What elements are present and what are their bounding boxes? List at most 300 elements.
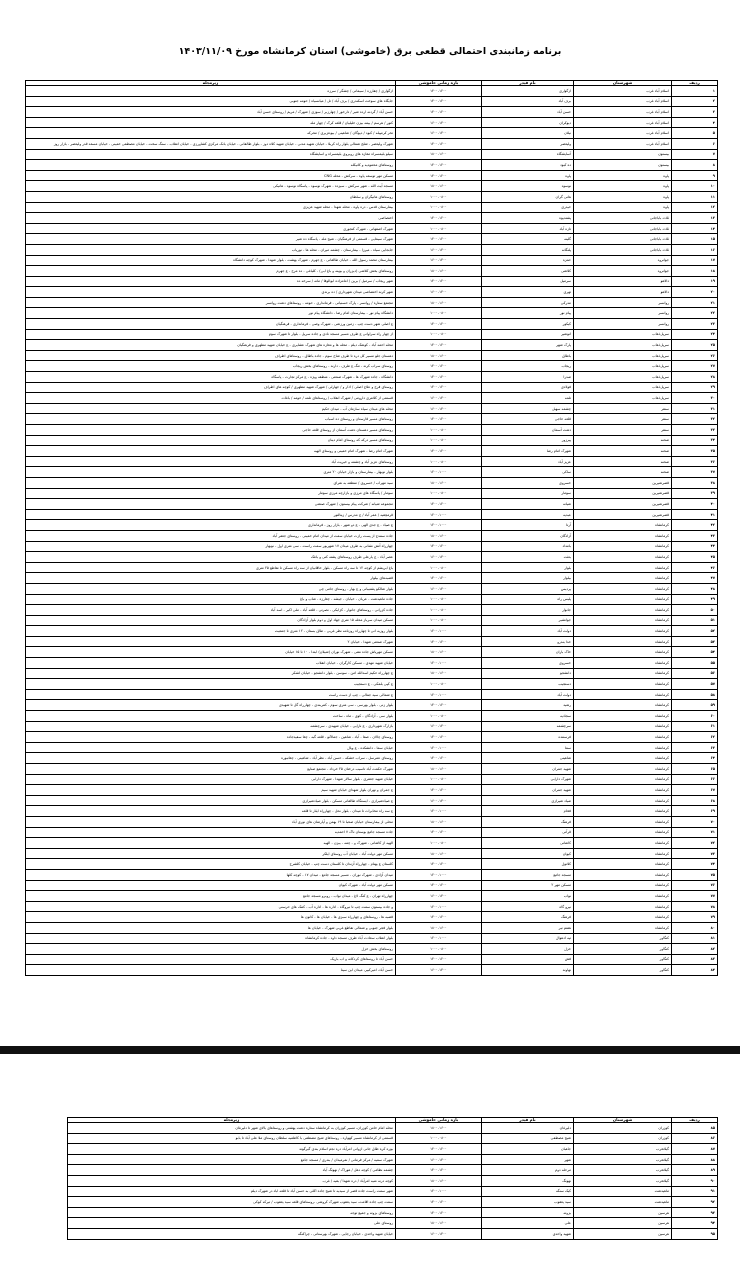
cell-time-window: ۱۶۰۰-۱۴۰۰ (396, 117, 482, 128)
cell-city: روانسر (574, 297, 672, 308)
cell-time-window: ۱۲۰۰-۱۰۰۰ (396, 933, 482, 944)
table-row (26, 848, 718, 859)
cell-row-number: ۵۱ (672, 615, 718, 626)
cell-city: کرمانشاه (574, 689, 672, 700)
cell-area: ع جمران و نهران بلوار شهدای خیابان شهید سیم (26, 785, 396, 796)
cell-area: حسن آباد تا روستاهای کردکانه و اب باریک (26, 954, 396, 965)
cell-row-number: ۳۱ (672, 403, 718, 414)
cell-area: روستاهای مسیر قارستان و روستای ده اسباب (26, 414, 396, 425)
cell-row-number: ۱۹ (672, 276, 718, 287)
cell-time-window: ۱۴۰۰-۱۲۰۰ (396, 319, 482, 330)
cell-feeder: انوشیر (482, 329, 574, 340)
cell-city: کرمانشاه (574, 838, 672, 849)
cell-row-number: ۶۰ (672, 711, 718, 722)
table-row (68, 1197, 718, 1208)
cell-city: سرپل‌ذهاب (574, 393, 672, 404)
cell-row-number: ۲۶ (672, 350, 718, 361)
cell-time-window: ۱۲۰۰-۱۰۰۰ (396, 869, 482, 880)
cell-feeder: حسن آباد (482, 107, 574, 118)
cell-time-window: ۱۴۰۰-۱۲۰۰ (396, 86, 482, 97)
cell-city: اسلام آباد غرب (574, 96, 672, 107)
cell-city: صحنه (574, 456, 672, 467)
cell-city: صحنه (574, 435, 672, 446)
cell-area: ع شمالی سید جمالی - چپ از دست راست (26, 689, 396, 700)
table-row (26, 742, 718, 753)
cell-time-window: ۱۶۰۰-۱۴۰۰ (396, 255, 482, 266)
cell-row-number: ۳۲ (672, 414, 718, 425)
cell-feeder: صدرا (482, 372, 574, 383)
cell-area: سید مهراب / خسروی / منطقه به نفرای (26, 477, 396, 488)
cell-row-number: ۶۱ (672, 721, 718, 732)
cell-city: گیلانغرب (574, 1165, 672, 1176)
table-row (26, 128, 718, 139)
cell-row-number: ۱۰ (672, 181, 718, 192)
cell-time-window: ۱۲۰۰-۱۰۰۰ (396, 509, 482, 520)
cell-area: مسکن میدان سرباز محله ۱۵ متری جهاد اول و دوم بلوار آزادگان (26, 615, 396, 626)
cell-feeder: مسجد جامع (482, 869, 574, 880)
cell-city: سرپل‌ذهاب (574, 350, 672, 361)
table-row (26, 774, 718, 785)
cell-city: کرمانشاه (574, 816, 672, 827)
cell-area: مسکن مهر دولت آباد - خیابان آب روستای ایلکر (26, 848, 396, 859)
cell-area: بیمارستان محمد رسول الله - خیابان طالقانی - ع جهرم - شهرک بهشت - بلوار شهدا - شهرک کوچه دانشگاه (26, 255, 396, 266)
table-row (26, 838, 718, 849)
cell-time-window: ۱۴۰۰-۱۲۰۰ (396, 700, 482, 711)
cell-time-window: ۱۰۰۰-۰۸۰۰ (396, 615, 482, 626)
cell-row-number: ۱ (672, 86, 718, 97)
cell-row-number: ۴۷ (672, 573, 718, 584)
cell-city: کرمانشاه (574, 594, 672, 605)
table-row (68, 1144, 718, 1155)
table-row (26, 583, 718, 594)
cell-feeder: هفتم تیر (482, 922, 574, 933)
table-row (26, 594, 718, 605)
cell-row-number: ۳۰ (672, 393, 718, 404)
cell-area: شهرک ولیعصر - شلخ شمالی بلوار راه کربلا - خیابان شهید مدنی - خیابان شهید کلاه دوز - بلوار طالقانی - خیابان بانک مرکزی کشاورزی - خیابان انقلاب - سنگ سخت - خیابان مصطفی خمینی - خیابان مسعد قدر ولیعصر - بازار روز (26, 138, 396, 149)
table-row (26, 403, 718, 414)
table-row (26, 679, 718, 690)
cell-area: مجموعه شیانه / شرکت پیام بیستون / شهرک صنعتی (26, 499, 396, 510)
cell-feeder: حمزه (482, 255, 574, 266)
cell-row-number: ۳۳ (672, 425, 718, 436)
cell-area: روستاهای بخش کلاشی (دیزران و بوینه و باغ ابی) - کلیاغی - ده مرخ - ع جهرم (26, 266, 396, 277)
cell-row-number: ۵۴ (672, 647, 718, 658)
cell-row-number: ۴۳ (672, 530, 718, 541)
table-row (26, 117, 718, 128)
cell-area: ع سه راه مخابرات تا میدان - بلوار نحل - چهارراه ایثار تا قلعه (26, 806, 396, 817)
table-row (26, 732, 718, 743)
cell-city: کرمانشاه (574, 530, 672, 541)
header-city: شهرستان (574, 1118, 672, 1123)
table-row (26, 573, 718, 584)
cell-row-number: ۷۴ (672, 859, 718, 870)
cell-time-window: ۱۸۰۰-۱۶۰۰ (396, 668, 482, 679)
cell-time-window: ۱۴۰۰-۱۲۰۰ (396, 276, 482, 287)
cell-feeder: کلانول (482, 859, 574, 870)
cell-time-window: ۱۴۰۰-۱۲۰۰ (396, 1165, 482, 1176)
cell-city: گیلانغرب (574, 1144, 672, 1155)
cell-city: کرمانشاه (574, 541, 672, 552)
table-row (26, 446, 718, 457)
cell-row-number: ۸۵ (672, 1123, 718, 1134)
cell-time-window: ۱۰۰۰-۰۸۰۰ (396, 1133, 482, 1144)
cell-time-window: ۱۸۰۰-۱۶۰۰ (396, 816, 482, 827)
table-row (26, 891, 718, 902)
cell-area: عصر آباد - چ یارعلی طرف روستاهای پشته کنی و باغک (26, 552, 396, 563)
cell-time-window: ۱۸۰۰-۱۶۰۰ (396, 477, 482, 488)
cell-area: اختصاصی (26, 213, 396, 224)
cell-feeder: شهرک دارابی (482, 774, 574, 785)
table-row (26, 764, 718, 775)
cell-area: جاده کزرانی - روستاهای جانوار - کژابکی - نصرتی - قلعه آباد - ملی اکبر - اسد آباد (26, 605, 396, 616)
table-row (26, 562, 718, 573)
cell-row-number: ۳۸ (672, 477, 718, 488)
cell-feeder: خسروی (482, 477, 574, 488)
cell-time-window: ۱۴۰۰-۱۲۰۰ (396, 499, 482, 510)
cell-city: سرپل‌ذهاب (574, 382, 672, 393)
cell-row-number: ۷۲ (672, 838, 718, 849)
cell-area: قصبه ها ، روستاهای و چهارراه سبزی ها - خیابان ها - کانون ها (26, 912, 396, 923)
table-row (26, 372, 718, 383)
cell-time-window: ۱۶۰۰-۱۴۰۰ (396, 965, 482, 976)
cell-city: کرمانشاه (574, 679, 672, 690)
cell-city: ثلاث باباجانی (574, 223, 672, 234)
cell-city: سنقر (574, 403, 672, 414)
cell-time-window: ۱۰۰۰-۰۸۰۰ (396, 605, 482, 616)
cell-feeder: فخام (482, 806, 574, 817)
table-row (26, 933, 718, 944)
cell-city: کرمانشاه (574, 753, 672, 764)
cell-feeder: نهونگ (482, 1175, 574, 1186)
cell-feeder: حیدری (482, 202, 574, 213)
header-feeder: نام فیدر (482, 81, 574, 86)
cell-row-number: ۶ (672, 138, 718, 149)
header-time: بازه زمانی خاموشی (396, 1118, 482, 1123)
cell-time-window: ۱۶۰۰-۱۴۰۰ (396, 1228, 482, 1239)
page-title: برنامه زمانبندی احتمالی قطعی برق (خاموشی) استان کرمانشاه مورخ ۱۴۰۳/۱۱/۰۹ (178, 46, 562, 57)
cell-area: ازگواری / چقارزه / سیمانی / چشگر / سرزه (26, 86, 396, 97)
cell-time-window: ۱۴۰۰-۱۲۰۰ (396, 912, 482, 923)
cell-feeder: شهید جمران (482, 785, 574, 796)
cell-area: روستاهای عزیز آباد و چشمه و خیریت آباد (26, 456, 396, 467)
table-row (26, 234, 718, 245)
cell-city: جوانرود (574, 266, 672, 277)
cell-area: جابجایی سیاه - میرزا - بیمارستان - چشمه میران - محله ها - نوریاب (26, 244, 396, 255)
cell-row-number: ۳۹ (672, 488, 718, 499)
header-idx: ردیف (672, 1118, 718, 1123)
table-row (26, 901, 718, 912)
cell-row-number: ۶۸ (672, 795, 718, 806)
cell-area: جاده ماهیدشت - عربان - خیابان - جیشه - چغارزه - شاپ و باغ (26, 594, 396, 605)
table-row (26, 668, 718, 679)
table-row (68, 1175, 718, 1186)
table-row (26, 626, 718, 637)
cell-row-number: ۸۷ (672, 1144, 718, 1155)
cell-city: صحنه (574, 446, 672, 457)
cell-time-window: ۱۴۰۰-۱۲۰۰ (396, 107, 482, 118)
cell-feeder: تازه آباد (482, 223, 574, 234)
cell-area: جاده سنندج از پست رازت خیابان سمت از میدان امام خمینی - روستای جعفر آباد (26, 530, 396, 541)
cell-time-window: ۱۲۰۰-۱۰۰۰ (396, 626, 482, 637)
cell-feeder: فرستنده (482, 732, 574, 743)
cell-time-window: ۱۰۰۰-۰۸۰۰ (396, 223, 482, 234)
cell-feeder: رشید (482, 700, 574, 711)
cell-city: اسلام آباد غرب (574, 117, 672, 128)
cell-feeder: سومار (482, 488, 574, 499)
table-row (26, 636, 718, 647)
table-row (26, 223, 718, 234)
outage-schedule-table (25, 80, 718, 976)
cell-time-window: ۱۲۰۰-۱۰۰۰ (396, 467, 482, 478)
cell-area: شهرک صنعتی شهدا - خیابان ۲ (26, 636, 396, 647)
cell-city: گیلانغرب (574, 1175, 672, 1186)
cell-row-number: ۲۴ (672, 329, 718, 340)
cell-area: کلستان ع بهنام - چهارراه آزندان تا کلستان دست چپ - خیابان کلشرخ (26, 859, 396, 870)
cell-row-number: ۵۰ (672, 605, 718, 616)
cell-row-number: ۴۲ (672, 520, 718, 531)
cell-city: کرمانشاه (574, 615, 672, 626)
table-row (68, 1207, 718, 1218)
table-row (26, 319, 718, 330)
cell-area: مسکن مهر دولت آباد - شهرک کیوان (26, 880, 396, 891)
table-row (26, 191, 718, 202)
cell-feeder: گلینه (482, 234, 574, 245)
table-row (26, 647, 718, 658)
cell-row-number: ۴ (672, 117, 718, 128)
table-row (26, 869, 718, 880)
cell-time-window: ۱۸۰۰-۱۶۰۰ (396, 266, 482, 277)
cell-row-number: ۲۷ (672, 361, 718, 372)
cell-feeder: خدا بندرو (482, 636, 574, 647)
cell-row-number: ۱۳ (672, 213, 718, 224)
cell-city: کوزران (574, 1133, 672, 1144)
cell-feeder: بامداد (482, 541, 574, 552)
cell-city: بیستون (574, 160, 672, 171)
cell-feeder: سرچشمه (482, 721, 574, 732)
page-divider (0, 1046, 740, 1054)
cell-time-window: ۱۴۰۰-۱۲۰۰ (396, 160, 482, 171)
cell-area: بلوار شالکو پشتیبانی و ع بهار - روستای جامی چی (26, 583, 396, 594)
cell-city: کرمانشاه (574, 891, 672, 902)
table-row (26, 552, 718, 563)
cell-city: کرمانشاه (574, 636, 672, 647)
cell-area: شهر کرند اختصاصی میدان شهرداری / ده برندی (26, 287, 396, 298)
table-row (26, 276, 718, 287)
cell-city: دالاهو (574, 276, 672, 287)
cell-feeder: برف آباد (482, 96, 574, 107)
outage-schedule-table-continued (67, 1117, 718, 1240)
cell-time-window: ۱۴۰۰-۱۲۰۰ (396, 1197, 482, 1208)
cell-feeder: دشت آسمان (482, 425, 574, 436)
cell-feeder: قلعه حاجی (482, 414, 574, 425)
cell-city: قصرشیرین (574, 509, 672, 520)
cell-city: قصرشیرین (574, 477, 672, 488)
cell-row-number: ۱۶ (672, 244, 718, 255)
table-row (26, 488, 718, 499)
table-row (26, 965, 718, 976)
table-row (26, 181, 718, 192)
cell-feeder: دیوکران (482, 117, 574, 128)
cell-area: مجتمع ستاره / روانسر - پارک حسنیانی - فرمانداری - حومه - روستاهای دشت روانسر (26, 297, 396, 308)
table-row (68, 1186, 718, 1197)
cell-area: شهر ریجاب / سرمیل / برین / امامزاده ابوالوفا / مانه / سرخه ده (26, 276, 396, 287)
cell-feeder: دانشجو (482, 668, 574, 679)
cell-row-number: ۴۶ (672, 562, 718, 573)
table-row (26, 382, 718, 393)
cell-area: روستای علی (68, 1218, 396, 1229)
cell-area: بلوار نوبهار - بیمارستان و بازار خیابان ۲۰ متری (26, 467, 396, 478)
cell-time-window: ۱۶۰۰-۱۴۰۰ (396, 403, 482, 414)
cell-time-window: ۱۴۰۰-۱۲۰۰ (396, 361, 482, 372)
cell-area: ع صیاد - ع جدی الهی - ع دو شهر - بازار روز - فرمانداری (26, 520, 396, 531)
cell-city: ثلاث باباجانی (574, 234, 672, 245)
cell-area: حسن آباد / گردنه ارده شیر / دارخور / چهارزبر / سوزی / شهرک / مریم / روستای حسن آباد (26, 107, 396, 118)
cell-area: روستاهای بزوته و جمیع توجه (68, 1207, 396, 1218)
table-row (68, 1165, 718, 1176)
cell-time-window: ۱۴۰۰-۱۲۰۰ (396, 414, 482, 425)
cell-area: روستاهای محمودیه و کانیکله (26, 160, 396, 171)
cell-row-number: ۶۲ (672, 732, 718, 743)
table-row (26, 361, 718, 372)
cell-area: دانشگاه - جاده شهرک ها - شهرک صنعتی - منطقه ویژه - ع مرکز تجارت - پاسگاه (26, 372, 396, 383)
cell-row-number: ۳ (672, 107, 718, 118)
cell-feeder: نیرو گاه (482, 901, 574, 912)
cell-row-number: ۷ (672, 149, 718, 160)
cell-feeder: مسکن مهر ۲ (482, 880, 574, 891)
cell-city: کرمانشاه (574, 869, 672, 880)
table-row (26, 944, 718, 955)
cell-row-number: ۵۸ (672, 689, 718, 700)
cell-feeder: پشتدیوه (482, 213, 574, 224)
cell-feeder: پارک شهر (482, 340, 574, 351)
cell-city: کرمانشاه (574, 562, 672, 573)
cell-time-window: ۱۸۰۰-۱۶۰۰ (396, 530, 482, 541)
cell-row-number: ۴۱ (672, 509, 718, 520)
table-row (68, 1123, 718, 1134)
cell-area: بیمارستان قدس - دره پاوه - محله شهدا - محله شهید عزیزی (26, 202, 396, 213)
table-row (26, 785, 718, 796)
table-row (26, 414, 718, 425)
cell-feeder: فش (482, 954, 574, 965)
cell-feeder: صیاد شیرازی (482, 795, 574, 806)
cell-area: حسن آباد، امیرکبیر، میدان ابن سینا (26, 965, 396, 976)
cell-feeder: آزادگان (482, 530, 574, 541)
cell-row-number: ۸۸ (672, 1154, 718, 1165)
cell-feeder: کیوان (482, 848, 574, 859)
cell-time-window: ۱۶۰۰-۱۴۰۰ (396, 128, 482, 139)
cell-time-window: ۱۲۰۰-۱۰۰۰ (396, 742, 482, 753)
cell-area: ع صیادشیرازی - ایستگاه طالقانی مسکن - بلوار صیادشیرازی (26, 795, 396, 806)
cell-time-window: ۱۴۰۰-۱۲۰۰ (396, 636, 482, 647)
cell-city: ماهیدشت (574, 1197, 672, 1208)
cell-city: کرمانشاه (574, 922, 672, 933)
cell-time-window: ۱۰۰۰-۰۸۰۰ (396, 679, 482, 690)
cell-city: اسلام آباد غرب (574, 138, 672, 149)
cell-feeder: تلمه (482, 393, 574, 404)
cell-feeder: پاوه (482, 170, 574, 181)
table-row (68, 1218, 718, 1229)
table-row (26, 605, 718, 616)
table-row (26, 297, 718, 308)
header-time: بازه زمانی خاموشی (396, 81, 482, 86)
cell-feeder: دستجیب (482, 679, 574, 690)
table-row (26, 435, 718, 446)
cell-feeder: مدرکی (482, 297, 574, 308)
table-row (26, 86, 718, 97)
cell-feeder: دولت آباد (482, 626, 574, 637)
table-row (26, 393, 718, 404)
table-row (26, 509, 718, 520)
cell-feeder: پیرزور (482, 435, 574, 446)
cell-city: کرمانشاه (574, 573, 672, 584)
cell-time-window: ۱۴۰۰-۱۲۰۰ (396, 541, 482, 552)
cell-row-number: ۷۷ (672, 891, 718, 902)
cell-city: کرمانشاه (574, 668, 672, 679)
cell-time-window: ۱۶۰۰-۱۴۰۰ (396, 721, 482, 732)
cell-area: خیابان شهید جعفری - بلوار سالار شهدا - شهرک دارابی (26, 774, 396, 785)
cell-row-number: ۶۴ (672, 753, 718, 764)
cell-time-window: ۱۴۰۰-۱۲۰۰ (396, 170, 482, 181)
cell-row-number: ۷۳ (672, 848, 718, 859)
cell-time-window: ۱۸۰۰-۱۶۰۰ (396, 181, 482, 192)
cell-city: روانسر (574, 308, 672, 319)
cell-row-number: ۸۶ (672, 1133, 718, 1144)
cell-area: چشمه نظامی / کوچه دهل / هوراک / نهونگ آیاد (68, 1165, 396, 1176)
cell-time-window: ۱۲۰۰-۱۰۰۰ (396, 1186, 482, 1197)
cell-time-window: ۱۰۰۰-۰۸۰۰ (396, 944, 482, 955)
cell-time-window: ۱۰۰۰-۰۸۰۰ (396, 488, 482, 499)
cell-area: بازارک شهرداری - ع نارایی - خیابان شهیدی - سرچشمه (26, 721, 396, 732)
cell-feeder: سجادیه (482, 711, 574, 722)
table-row (26, 530, 718, 541)
cell-feeder: بلوار (482, 562, 574, 573)
cell-row-number: ۱۲ (672, 202, 718, 213)
table-row (26, 721, 718, 732)
cell-area: روستای فرخ و علاج اصلی / اذار و / جهارلی / شهرک شهید مطهری / کوچه های اطراف (26, 382, 396, 393)
cell-city: کرمانشاه (574, 658, 672, 669)
cell-area: شهرک سیمایی - قسمتی از فرهنگیان - شیخ مله - پاسگاه ده شیر (26, 234, 396, 245)
cell-row-number: ۲۰ (672, 287, 718, 298)
cell-city: گیلانغرب (574, 1154, 672, 1165)
cell-row-number: ۲۹ (672, 382, 718, 393)
cell-area: کنور / هرسم / بیمه بیزن خلیلیان / قلعه کرک / چهار مله (26, 117, 396, 128)
cell-city: کرمانشاه (574, 721, 672, 732)
cell-time-window: ۱۸۰۰-۱۶۰۰ (396, 647, 482, 658)
cell-feeder: شهید جمران (482, 764, 574, 775)
cell-feeder: نیلان (482, 128, 574, 139)
cell-area: دانشگاه پیام نور - بیمارستان امام رضا - دانشگاه پیام نور (26, 308, 396, 319)
cell-feeder: شهرک امام رضا (482, 446, 574, 457)
table-row (26, 160, 718, 171)
header-feeder: نام فیدر (482, 1118, 574, 1123)
cell-row-number: ۲۸ (672, 372, 718, 383)
cell-feeder: سما (482, 742, 574, 753)
cell-feeder: تپه ادهوال (482, 933, 574, 944)
cell-time-window: ۱۴۰۰-۱۲۰۰ (396, 785, 482, 796)
cell-row-number: ۶۳ (672, 742, 718, 753)
cell-city: ثلاث باباجانی (574, 244, 672, 255)
cell-area: روستاهای مسیر درکه که روستای امام دینان (26, 435, 396, 446)
table-row (68, 1133, 718, 1144)
cell-city: کرمانشاه (574, 552, 672, 563)
cell-area: بلوار فجر جنوبی و شمالی تقاطع غربی شهرک - خیابان ها (26, 922, 396, 933)
cell-city: کرمانشاه (574, 785, 672, 796)
cell-area: مسجد آیت الله - شهر سرکش - سیزده - شهرک نوسود - پاسگاه نوسود - هانیکی (26, 181, 396, 192)
cell-city: کرمانشاه (574, 795, 672, 806)
cell-area: شهرک سمیه / مرکز فرمانی / نمرمیدان / بندری / مسجد جامع (68, 1154, 396, 1165)
cell-time-window: ۱۲۰۰-۱۰۰۰ (396, 689, 482, 700)
cell-area: محله های میدان سپاه سازمان آب - میدان حکیم (26, 403, 396, 414)
